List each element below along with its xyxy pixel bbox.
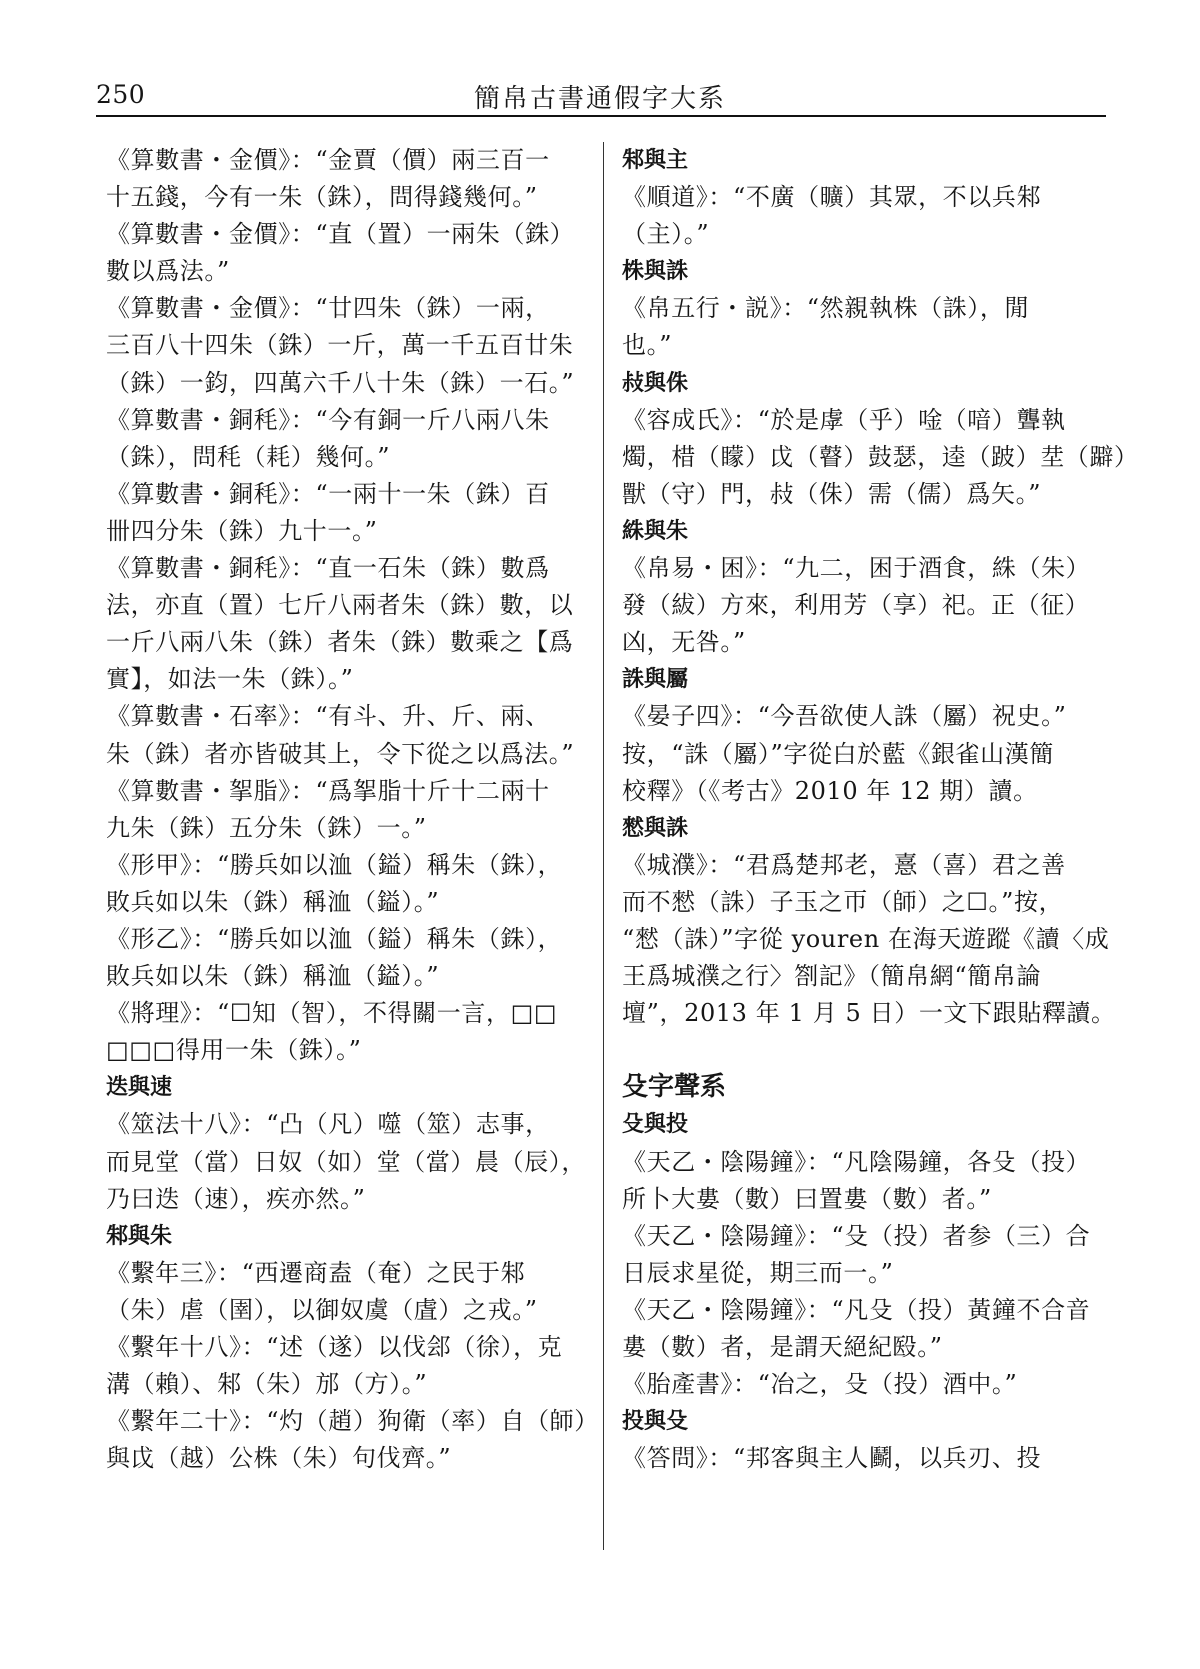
left-column xyxy=(106,142,599,1477)
text-line: 《形甲》：“勝兵如以洫（鎰）稱朱（銖）， xyxy=(106,850,563,879)
text-line: 《繫年三》：“西遷商盍（奄）之民于邾 xyxy=(106,1258,526,1287)
text-line: 三百八十四朱（銖）一斤，萬一千五百廿朱 xyxy=(106,331,574,360)
text-line: （銖），問秏（耗）幾何。” xyxy=(106,442,391,471)
text-line: 壇”，2013 年 1 月 5 日）一文下跟貼釋讀。 xyxy=(622,999,1116,1028)
text-line: 所卜大婁（數）曰置婁（數）者。” xyxy=(622,1184,992,1213)
text-line: 《答問》：“邦客與主人鬬，以兵刃、投 xyxy=(622,1444,1042,1473)
entry-heading: 投與殳 xyxy=(622,1409,689,1435)
text-line: 《胎產書》：“冶之，殳（投）酒中。” xyxy=(622,1370,1018,1399)
entry-heading: 殳與投 xyxy=(622,1112,689,1138)
spacer xyxy=(622,1032,1106,1069)
running-title: 簡帛古書通假字大系 xyxy=(473,84,726,114)
entry-heading: 憖與誅 xyxy=(622,815,689,841)
text-line: （主）。” xyxy=(622,220,710,249)
text-line: 《算數書・銅秏》：“直一石朱（銖）數爲 xyxy=(106,554,550,583)
text-line: 敗兵如以朱（銖）稱洫（鎰）。” xyxy=(106,962,440,991)
text-line: □□□得用一朱（銖）。” xyxy=(106,1036,362,1065)
text-line: 《繫年二十》：“灼（趙）狗衛（率）自（師） xyxy=(106,1407,599,1436)
text-line: 婁（數）者，是謂天絕紀殹。” xyxy=(622,1333,943,1361)
right-column xyxy=(622,142,1139,1477)
text-line: 《晏子四》：“今吾欲使人誅（屬）祝史。” xyxy=(622,702,1067,731)
text-line: 乃曰迭（速），疾亦然。” xyxy=(106,1184,366,1213)
entry-heading: 邾與朱 xyxy=(106,1223,173,1249)
page-number: 250 xyxy=(96,80,146,109)
text-line: 燭，棤（矇）戉（瞽）鼓瑟，逵（跛）坓（躃） xyxy=(622,442,1139,471)
text-line: 與戉（越）公株（朱）句伐齊。” xyxy=(106,1444,452,1473)
text-line: 獸（守）門，敊（侏）需（儒）爲矢。” xyxy=(622,479,1042,508)
text-line: 《算數書・挐脂》：“爲挐脂十斤十二兩十 xyxy=(106,776,550,805)
text-line: 王爲城濮之行〉劄記》（簡帛網“簡帛論 xyxy=(622,962,1042,991)
text-line: 《算數書・金價》：“金賈（價）兩三百一 xyxy=(106,146,550,174)
text-line: 《筮法十八》：“凸（凡）噬（筮）志事， xyxy=(106,1110,550,1139)
text-line: 日辰求星從，期三而一。” xyxy=(622,1258,894,1287)
entry-heading: 迭與速 xyxy=(106,1075,173,1101)
column-divider xyxy=(603,142,604,1550)
text-line: 《順道》：“不廣（曠）其眾，不以兵邾 xyxy=(622,183,1042,212)
text-line: 卌四分朱（銖）九十一。” xyxy=(106,516,378,545)
text-line: 朱（銖）者亦皆破其上，令下從之以爲法。” xyxy=(106,739,575,768)
text-line: 按，“誅（屬）”字從白於藍《銀雀山漢簡 xyxy=(622,739,1054,768)
text-line: 《繫年十八》：“述（遂）以伐郐（徐），克 xyxy=(106,1333,563,1361)
text-line: 《天乙・陰陽鐘》：“凡殳（投）黃鐘不合音 xyxy=(622,1295,1091,1324)
text-line: 溝（賴）、邾（朱）邡（方）。” xyxy=(106,1370,428,1399)
entry-heading: 敊與侏 xyxy=(622,370,689,396)
text-line: 《算數書・金價》：“直（置）一兩朱（銖） xyxy=(106,220,575,249)
text-line: 《算數書・銅秏》：“今有銅一斤八兩八朱 xyxy=(106,405,550,434)
text-line: “憖（誅）”字從 youren 在海天遊蹤《讀〈成 xyxy=(622,924,1110,953)
text-line: 一斤八兩八朱（銖）者朱（銖）數乘之【爲 xyxy=(106,628,574,657)
text-line: 發（紱）方來，利用芳（享）祀。正（征） xyxy=(622,591,1090,620)
text-line: 《算數書・石率》：“有斗、升、斤、兩、 xyxy=(106,702,550,731)
text-line: 《容成氏》：“於是虖（乎）唫（喑）聾執 xyxy=(622,405,1066,434)
text-line: 《天乙・陰陽鐘》：“殳（投）者参（三）合 xyxy=(622,1221,1091,1250)
text-line: 數以爲法。” xyxy=(106,257,230,286)
entry-heading: 誅與屬 xyxy=(622,667,689,693)
header-rule xyxy=(96,115,1106,117)
text-line: （朱）虐（圉），以御奴虞（虘）之戎。” xyxy=(106,1295,538,1324)
text-line: 《將理》：“☐知（智），不得關一言，□□ xyxy=(106,999,558,1028)
text-line: 《城濮》：“君爲楚邦老，憙（喜）君之善 xyxy=(622,850,1066,879)
text-line: 《算數書・金價》：“廿四朱（銖）一兩， xyxy=(106,294,550,323)
text-line: 凶，无咎。” xyxy=(622,628,746,657)
text-line: 《算數書・銅秏》：“一兩十一朱（銖）百 xyxy=(106,479,550,508)
text-line: 而不憖（誅）子玉之帀（師）之☐。”按， xyxy=(622,887,1064,916)
text-line: 《帛易・困》：“九二，困于酒食，絑（朱） xyxy=(622,554,1091,583)
text-line: 校釋》（《考古》2010 年 12 期）讀。 xyxy=(622,776,1038,805)
entry-heading: 邾與主 xyxy=(622,148,689,173)
entry-heading: 株與誅 xyxy=(622,259,689,285)
text-line: （銖）一鈞，四萬六千八十朱（銖）一石。” xyxy=(106,368,575,397)
text-line: 九朱（銖）五分朱（銖）一。” xyxy=(106,813,427,842)
text-line: 而見堂（當）日奴（如）堂（當）晨（辰）， xyxy=(106,1147,586,1176)
text-line: 也。” xyxy=(622,331,673,360)
text-line: 法，亦直（置）七斤八兩者朱（銖）數，以 xyxy=(106,591,574,620)
text-line: 十五錢，今有一朱（銖），問得錢幾何。” xyxy=(106,183,538,212)
text-line: 《形乙》：“勝兵如以洫（鎰）稱朱（銖）， xyxy=(106,924,563,953)
text-line: 《帛五行・説》：“然親執株（誅），閒 xyxy=(622,294,1030,323)
text-line: 《天乙・陰陽鐘》：“凡陰陽鐘，各殳（投） xyxy=(622,1147,1091,1176)
entry-heading: 絑與朱 xyxy=(622,518,689,544)
section-heading: 殳字聲系 xyxy=(622,1072,727,1103)
text-line: 敗兵如以朱（銖）稱洫（鎰）。” xyxy=(106,887,440,916)
text-line: 實】，如法一朱（銖）。” xyxy=(106,665,354,694)
